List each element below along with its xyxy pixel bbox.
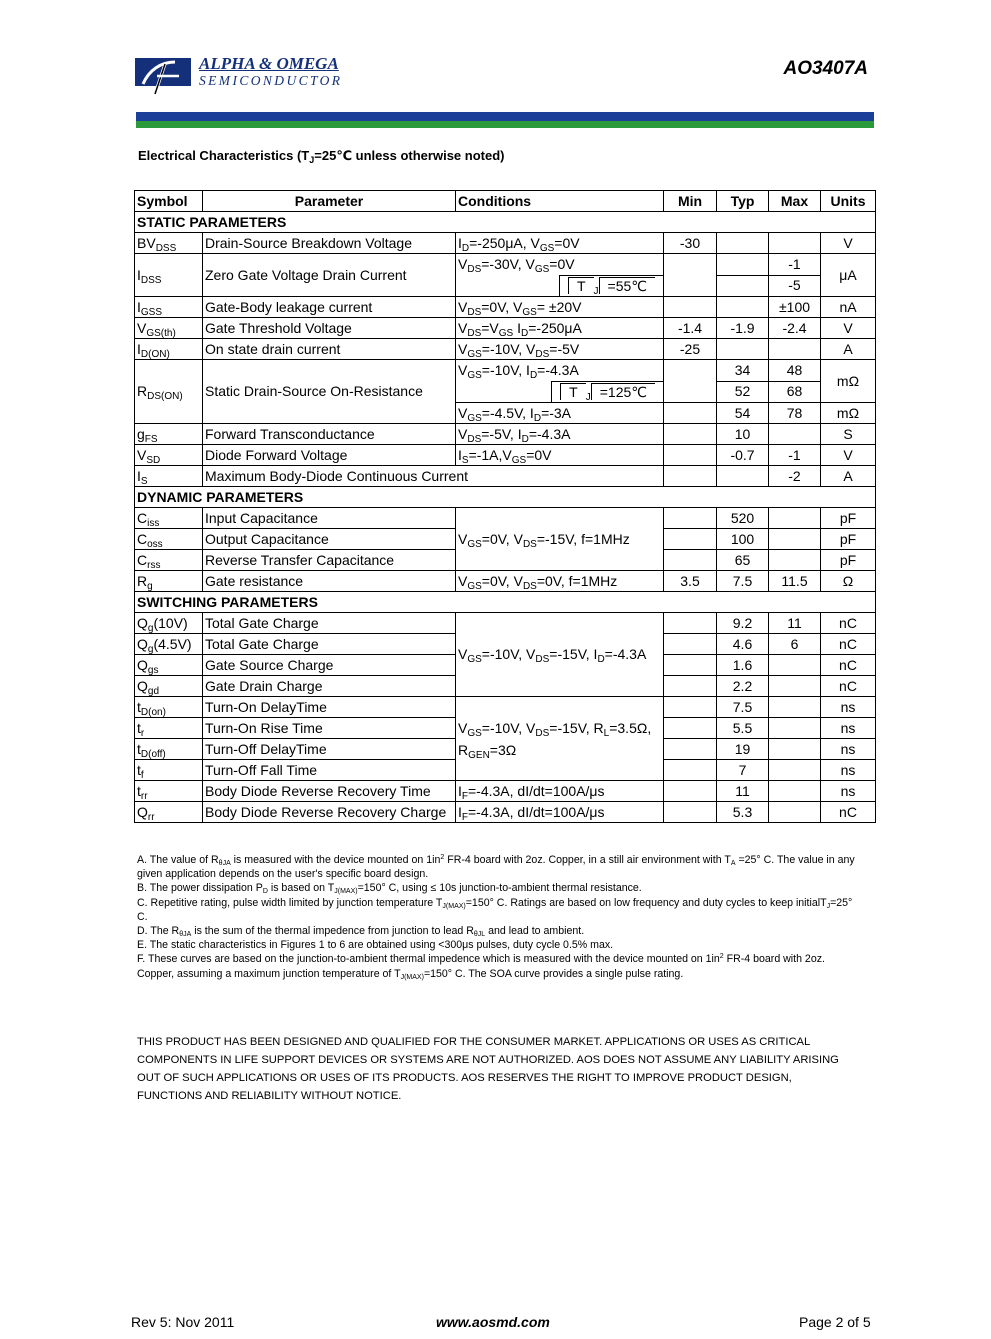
table-row: $t_f$ Turn-Off Fall Time 7 ns — [135, 760, 876, 781]
table-row: $C_{iss}$ Input Capacitance $V_{GS}=0V$, $V_{DS}=-15V$, f=1MHz 520 pF — [135, 508, 876, 529]
col-symbol: Symbol — [135, 191, 203, 212]
table-row: $Q_g(4.5V)$ Total Gate Charge 4.6 6 nC — [135, 634, 876, 655]
table-row: $V_{GS}=-4.5V$, $I_D=-3A$ 54 78 mΩ — [135, 403, 876, 424]
footer-website-link[interactable]: www.aosmd.com — [436, 1314, 550, 1330]
table-row: $R_g$ Gate resistance $V_{GS}=0V$, $V_{DS}=0V$, f=1MHz 3.5 7.5 11.5 Ω — [135, 571, 876, 592]
disclaimer: THIS PRODUCT HAS BEEN DESIGNED AND QUALIFIED FOR THE CONSUMER MARKET. APPLICATIONS OR USES AS CRITICAL COMPONENTS IN LIFE SUPPORT DEVICES OR SYSTEMS ARE NOT AUTHORIZED. AOS DOES NOT ASSUME ANY LIABILITY ARISING OUT OF SUCH APPLICATIONS OR USES OF ITS PRODUCTS. AOS RESERVES THE RIGHT TO IMPROVE PRODUCT DESIGN, FUNCTIONS AND RELIABILITY WITHOUT NOTICE. — [137, 1036, 839, 1102]
col-units: Units — [821, 191, 876, 212]
note-d: D. The $R_{\theta JA}$ is the sum of the thermal impedence from junction to lead $R_{\theta JL}$ and lead to ambient. — [137, 925, 585, 939]
footer-revision: Rev 5: Nov 2011 — [131, 1314, 235, 1330]
table-row: $C_{oss}$ Output Capacitance 100 pF — [135, 529, 876, 550]
table-row: $t_{D(on)}$ Turn-On DelayTime $V_{GS}=-10V$, $V_{DS}=-15V$, $R_L=3.5\Omega$, $R_{GEN}=3\Omega$ 7.5 ns — [135, 697, 876, 718]
section-row-switching: SWITCHING PARAMETERS — [135, 592, 876, 613]
section-row-static: STATIC PARAMETERS — [135, 212, 876, 233]
col-max: Max — [769, 191, 821, 212]
aos-logo-icon — [135, 56, 191, 96]
table-row: $I_S$ Maximum Body-Diode Continuous Current -2 A — [135, 466, 876, 487]
brand-name: ALPHA & OMEGA — [199, 54, 339, 73]
note-a: A. The value of $R_{\theta JA}$ is measured with the device mounted on $1in^2$ FR-4 board with 2oz. Copper, in a still air environment with $T_A =25^\circ$ C. The value in any given application depends on the user's specific board design. — [137, 854, 855, 881]
header-band-green — [136, 121, 874, 128]
table-row: $I_{GSS}$ Gate-Body leakage current $V_{DS}=0V$, $V_{GS}= \pm 20V$ ±100 nA — [135, 297, 876, 318]
header-band-blue — [136, 112, 874, 121]
table-row: $Q_{gs}$ Gate Source Charge 1.6 nC — [135, 655, 876, 676]
table-row: $BV_{DSS}$ Drain-Source Breakdown Voltage $I_D=-250\mu A$, $V_{GS}=0V$ -30 V — [135, 233, 876, 254]
table-row: $t_{rr}$ Body Diode Reverse Recovery Time $I_F=-4.3A$, dI/dt=100A/μs 11 ns — [135, 781, 876, 802]
section-row-dynamic: DYNAMIC PARAMETERS — [135, 487, 876, 508]
table-row: $V_{SD}$ Diode Forward Voltage $I_S=-1A,V_{GS}=0V$ -0.7 -1 V — [135, 445, 876, 466]
col-typ: Typ — [717, 191, 769, 212]
table-row: $t_r$ Turn-On Rise Time 5.5 ns — [135, 718, 876, 739]
table-row: 52 68 — [135, 381, 876, 403]
table-row: $Q_{gd}$ Gate Drain Charge 2.2 nC — [135, 676, 876, 697]
note-b: B. The power dissipation $P_D$ is based on $T_{J(MAX)}=150^\circ$ C, using ≤ 10s junction-to-ambient thermal resistance. — [137, 882, 642, 896]
note-e: E. The static characteristics in Figures 1 to 6 are obtained using <300μs pulses, duty cycle 0.5% max. — [137, 939, 614, 952]
table-row: $V_{GS(th)}$ Gate Threshold Voltage $V_{DS}=V_{GS}$ $I_D=-250\mu A$ -1.4 -1.9 -2.4 V — [135, 318, 876, 339]
table-row: $I_{D(ON)}$ On state drain current $V_{GS}=-10V$, $V_{DS}=-5V$ -25 A — [135, 339, 876, 360]
table-row: $C_{rss}$ Reverse Transfer Capacitance 65 pF — [135, 550, 876, 571]
electrical-characteristics-table — [134, 190, 876, 823]
table-row: $R_{DS(ON)}$ Static Drain-Source On-Resistance $V_{GS}=-10V$, $I_D=-4.3A$ T $_J$ =125℃ 34 48 mΩ — [135, 360, 876, 382]
table-row: -5 — [135, 275, 876, 297]
table-row: $t_{D(off)}$ Turn-Off DelayTime 19 ns — [135, 739, 876, 760]
col-parameter: Parameter — [203, 191, 456, 212]
note-c: C. Repetitive rating, pulse width limited by junction temperature $T_{J(MAX)}=150^\circ$ C. Ratings are based on low frequency and duty cycles to keep initialT$_J$=25° C. — [137, 896, 853, 923]
note-f: F. These curves are based on the junction-to-ambient thermal impedence which is measured with the device mounted on $1in^2$ FR-4 board with 2oz. Copper, assuming a maximum junction temperature of $T_{J(MAX)}=150^\circ$ C. The SOA curve provides a single pulse rating. — [137, 953, 825, 981]
footer-page-number: Page 2 of 5 — [799, 1314, 871, 1330]
col-conditions: Conditions — [456, 191, 664, 212]
table-row: $Q_g(10V)$ Total Gate Charge $V_{GS}=-10V$, $V_{DS}=-15V$, $I_D=-4.3A$ 9.2 11 nC — [135, 613, 876, 634]
table-row: $I_{DSS}$ Zero Gate Voltage Drain Current $V_{DS}=-30V$, $V_{GS}=0V$ T $_J$ =55℃ -1 μA — [135, 254, 876, 276]
section-title: Electrical Characteristics ($T_J=25℃$ unless otherwise noted) — [138, 148, 505, 165]
table-row: $Q_{rr}$ Body Diode Reverse Recovery Charge $I_F=-4.3A$, dI/dt=100A/μs 5.3 nC — [135, 802, 876, 823]
part-number: AO3407A — [783, 58, 868, 79]
table-header-row — [135, 191, 876, 212]
table-row: $g_{FS}$ Forward Transconductance $V_{DS}=-5V$, $I_D=-4.3A$ 10 S — [135, 424, 876, 445]
brand-subtitle: SEMICONDUCTOR — [199, 73, 343, 88]
col-min: Min — [664, 191, 717, 212]
footnotes — [137, 853, 857, 981]
